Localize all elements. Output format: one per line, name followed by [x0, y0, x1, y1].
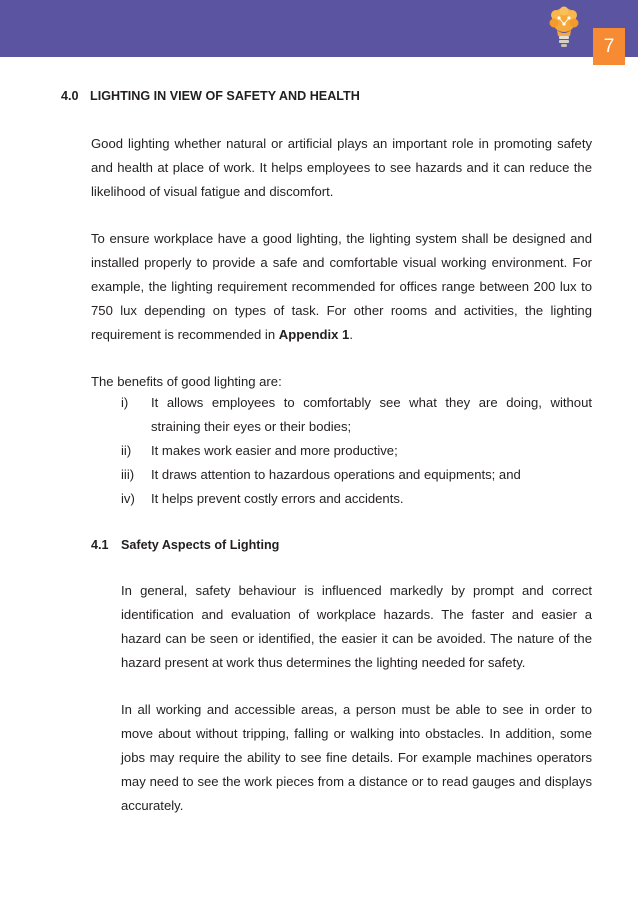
section-heading [61, 89, 360, 103]
benefits-intro: The benefits of good lighting are: [91, 374, 282, 389]
section-number: 4.0 [61, 89, 79, 103]
list-item [121, 487, 592, 511]
list-item [121, 439, 592, 463]
appendix-reference: Appendix 1 [278, 327, 350, 342]
list-item [121, 463, 592, 487]
benefits-list [121, 391, 592, 511]
paragraph-text: To ensure workplace have a good lighting, the lighting system shall be designed and installed properly to provide a safe and comfortable visual working environment. For example, the lighting requirement recommended for offices range between 200 lux to 750 lux depending on types of task. For other rooms and activities, the lighting requirement is recommended in [91, 231, 592, 342]
list-item-text: It allows employees to comfortably see what they are doing, without straining their eyes or their bodies; [151, 395, 592, 434]
section-paragraph [91, 227, 592, 347]
paragraph-text: . [349, 327, 353, 342]
list-numeral: iv) [121, 491, 135, 506]
list-item-text: It makes work easier and more productive; [151, 443, 398, 458]
subsection-paragraph: In general, safety behaviour is influenced markedly by prompt and correct identification and evaluation of workplace hazards. The faster and easier a hazard can be seen or identified, the easier it can be avoided. The nature of the hazard present at work thus determines the lighting needed for safety. [121, 583, 592, 670]
header-band [0, 0, 638, 57]
section-title: LIGHTING IN VIEW OF SAFETY AND HEALTH [90, 89, 360, 103]
list-numeral: i) [121, 395, 129, 410]
subsection-paragraph: In all working and accessible areas, a person must be able to see in order to move about without tripping, falling or walking into obstacles. In addition, some jobs may require the ability to see fine details. For example machines operators may need to see the work pieces from a distance or to read gauges and displays accurately. [121, 702, 592, 813]
subsection-number: 4.1 [91, 538, 109, 552]
section-paragraph: Good lighting whether natural or artificial plays an important role in promoting safety and health at place of work. It helps employees to see hazards and it can reduce the likelihood of visual fatigue and discomfort. [91, 136, 592, 199]
subsection-heading [91, 538, 279, 552]
list-item [121, 391, 592, 439]
list-numeral: iii) [121, 467, 135, 482]
subsection-title: Safety Aspects of Lighting [121, 538, 280, 552]
list-item-text: It helps prevent costly errors and accidents. [151, 491, 404, 506]
list-item-text: It draws attention to hazardous operations and equipments; and [151, 467, 521, 482]
list-numeral: ii) [121, 443, 132, 458]
page-number-badge: 7 [593, 28, 625, 65]
lightbulb-brain-icon [546, 6, 582, 50]
